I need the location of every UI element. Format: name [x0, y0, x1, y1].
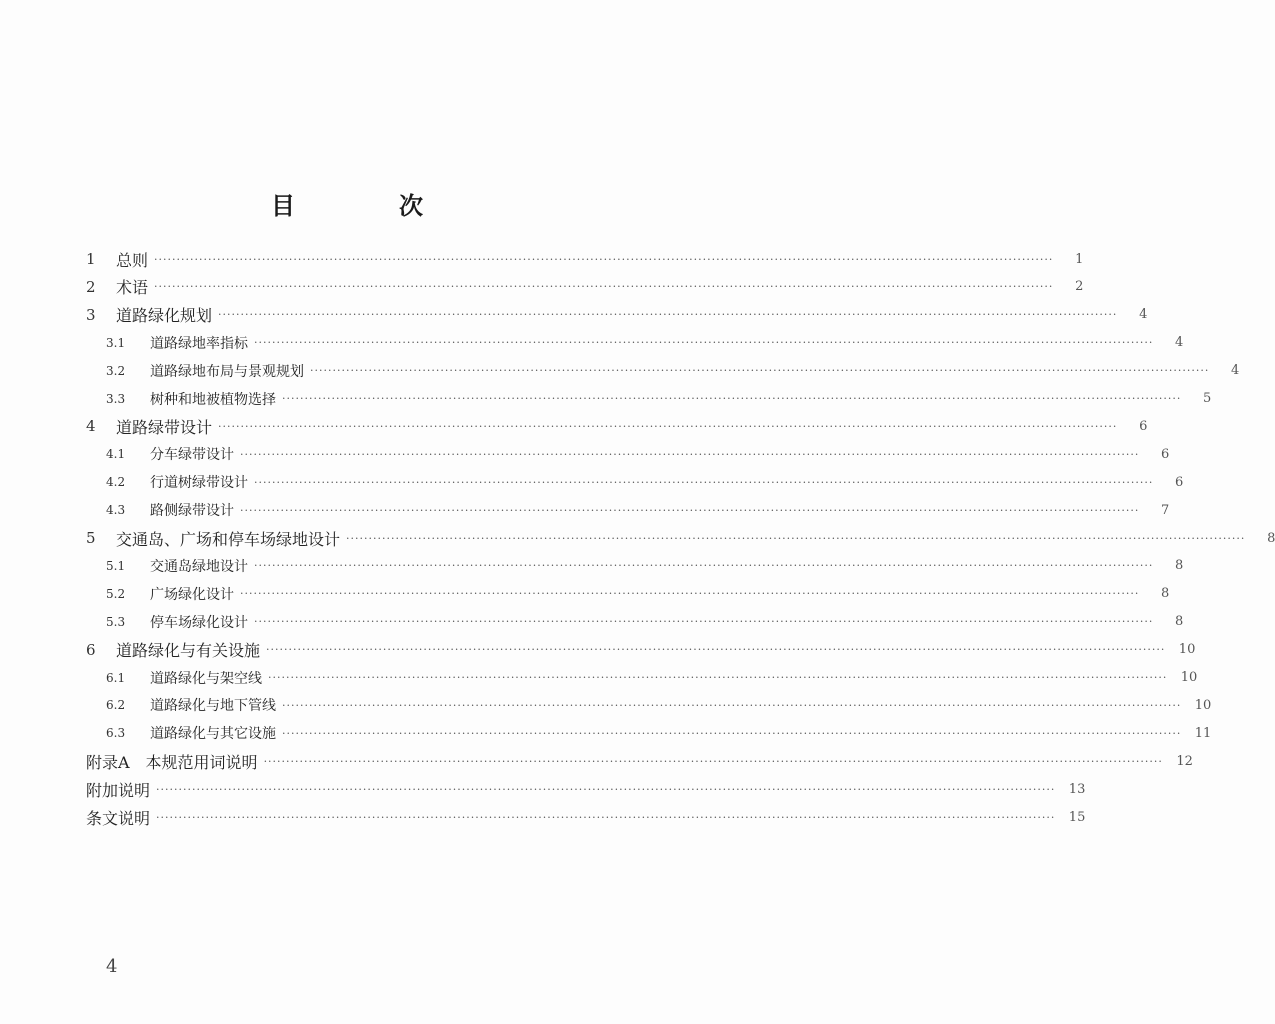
toc-entry[interactable]: [86, 413, 1148, 439]
toc-entry[interactable]: [86, 720, 1212, 746]
toc-entry-title: 停车场绿化设计: [150, 614, 248, 631]
toc-entry-number: 1: [86, 250, 96, 268]
toc-entry-number: 5: [86, 529, 96, 547]
toc-entry-number: 6.2: [106, 698, 126, 713]
toc-entry-number: 3.1: [106, 335, 126, 350]
toc-entry-title: 道路绿化与有关设施: [116, 641, 261, 661]
toc-entry-title: 交通岛绿地设计: [150, 558, 248, 575]
toc-entry-page: 5: [1203, 391, 1212, 406]
toc-leader-dots: ········································································································································································································: [346, 531, 1246, 545]
toc-leader-dots: ········································································································································································································: [154, 280, 1054, 294]
toc-entry-page: 2: [1075, 279, 1084, 295]
toc-entry-number: 4.2: [106, 475, 126, 490]
toc-entry-title: 交通岛、广场和停车场绿地设计: [116, 529, 341, 549]
toc-entry-page: 10: [1180, 670, 1198, 685]
toc-entry-page: 8: [1161, 586, 1170, 602]
toc-entry-title: 道路绿化规划: [116, 306, 213, 326]
toc-entry-page: 8: [1175, 558, 1184, 574]
toc-entry-page: 1: [1075, 251, 1084, 267]
toc-entry[interactable]: [86, 553, 1184, 579]
toc-entry[interactable]: [86, 581, 1170, 607]
toc-entry-number: 3: [86, 305, 96, 324]
toc-entry[interactable]: [86, 776, 1086, 802]
toc-entry-title: 总则: [116, 250, 149, 270]
toc-leader-dots: ········································································································································································································: [218, 419, 1118, 433]
toc-entry[interactable]: [86, 692, 1212, 718]
toc-entry-title: 道路绿带设计: [116, 417, 213, 437]
page-number: 4: [106, 956, 118, 977]
toc-entry-number: 4.3: [106, 503, 126, 518]
toc-entry[interactable]: [86, 246, 1084, 272]
toc-leader-dots: ········································································································································································································: [310, 364, 1210, 378]
toc-entry-page: 4: [1175, 335, 1184, 351]
toc-leader-dots: ········································································································································································································: [154, 252, 1054, 266]
toc-entry[interactable]: [86, 441, 1170, 467]
toc-entry-page: 11: [1194, 725, 1212, 741]
toc-entry-page: 6: [1161, 446, 1170, 462]
toc-entry-number: 4.1: [106, 447, 126, 462]
toc-entry-page: 10: [1178, 642, 1196, 658]
toc-leader-dots: ········································································································································································································: [268, 671, 1168, 684]
toc-leader-dots: ········································································································································································································: [156, 782, 1056, 796]
toc-entry-number: 3.3: [106, 391, 126, 406]
toc-leader-dots: ········································································································································································································: [240, 503, 1140, 517]
toc-leader-dots: ········································································································································································································: [282, 698, 1182, 712]
toc-entry[interactable]: [86, 609, 1184, 635]
toc-entry-title: 附加说明: [86, 780, 151, 800]
toc-entry-page: 7: [1161, 502, 1170, 518]
toc-entry-title: 分车绿带设计: [150, 447, 234, 464]
toc-leader-dots: ········································································································································································································: [240, 587, 1140, 601]
toc-leader-dots: ········································································································································································································: [254, 559, 1154, 573]
toc-entry[interactable]: [86, 748, 1193, 774]
toc-entry-title: 行道树绿带设计: [150, 475, 248, 492]
toc-entry-number: 6: [86, 640, 96, 659]
toc-entry[interactable]: [86, 525, 1275, 551]
toc-entry-title: 术语: [116, 278, 149, 298]
toc-entry-title: 道路绿化与其它设施: [150, 726, 276, 743]
toc-entry-page: 8: [1175, 614, 1184, 630]
toc-entry-title: 广场绿化设计: [150, 586, 234, 603]
toc-leader-dots: ········································································································································································································: [266, 643, 1166, 657]
toc-entry-page: 6: [1139, 418, 1148, 434]
toc-entry[interactable]: [86, 665, 1198, 691]
toc-leader-dots: ········································································································································································································: [240, 447, 1140, 461]
toc-leader-dots: ········································································································································································································: [254, 336, 1154, 350]
toc-entry[interactable]: [86, 469, 1184, 495]
toc-leader-dots: ········································································································································································································: [282, 726, 1182, 740]
toc-leader-dots: ········································································································································································································: [218, 308, 1118, 322]
page-title: 目 次: [271, 191, 463, 220]
toc-entry-title: 树种和地被植物选择: [150, 391, 276, 408]
toc-entry-number: 5.1: [106, 558, 126, 573]
toc-entry-number: 4: [86, 417, 96, 436]
toc-entry-number: 6.3: [106, 726, 126, 741]
toc-leader-dots: ········································································································································································································: [282, 392, 1182, 405]
toc-entry-title: 道路绿地布局与景观规划: [150, 363, 304, 380]
toc-entry-number: 6.1: [106, 670, 126, 685]
toc-entry-title: 附录A 本规范用词说明: [86, 752, 258, 772]
toc-entry-title: 条文说明: [86, 808, 151, 828]
toc-leader-dots: ········································································································································································································: [254, 475, 1154, 489]
toc-entry-page: 12: [1176, 753, 1193, 769]
toc-entry-page: 13: [1068, 781, 1086, 797]
toc-entry-title: 道路绿地率指标: [150, 335, 248, 352]
toc-leader-dots: ········································································································································································································: [263, 754, 1163, 768]
toc-entry-number: 5.3: [106, 614, 126, 629]
toc-entry[interactable]: [86, 330, 1184, 356]
toc-entry[interactable]: [86, 274, 1084, 300]
toc-entry-number: 3.2: [106, 363, 126, 378]
toc-entry[interactable]: [86, 358, 1240, 384]
toc-entry[interactable]: [86, 804, 1086, 830]
toc-entry-page: 4: [1231, 363, 1240, 379]
toc-entry[interactable]: [86, 637, 1196, 663]
toc-entry-title: 道路绿化与地下管线: [150, 698, 276, 715]
toc-entry-page: 4: [1139, 307, 1148, 323]
toc-entry-number: 2: [86, 277, 96, 296]
toc-entry[interactable]: [86, 302, 1148, 328]
toc-entry-page: 10: [1194, 697, 1212, 713]
toc-entry-title: 路侧绿带设计: [150, 503, 234, 520]
toc-entry-page: 15: [1068, 809, 1086, 825]
toc-entry[interactable]: [86, 497, 1170, 523]
toc-entry-number: 5.2: [106, 586, 126, 601]
toc-leader-dots: ········································································································································································································: [254, 615, 1154, 629]
toc-leader-dots: ········································································································································································································: [156, 810, 1056, 824]
toc-entry-page: 8: [1267, 530, 1275, 546]
toc-entry-page: 6: [1175, 474, 1184, 490]
toc-entry[interactable]: [86, 386, 1212, 412]
toc-entry-title: 道路绿化与架空线: [150, 670, 262, 687]
